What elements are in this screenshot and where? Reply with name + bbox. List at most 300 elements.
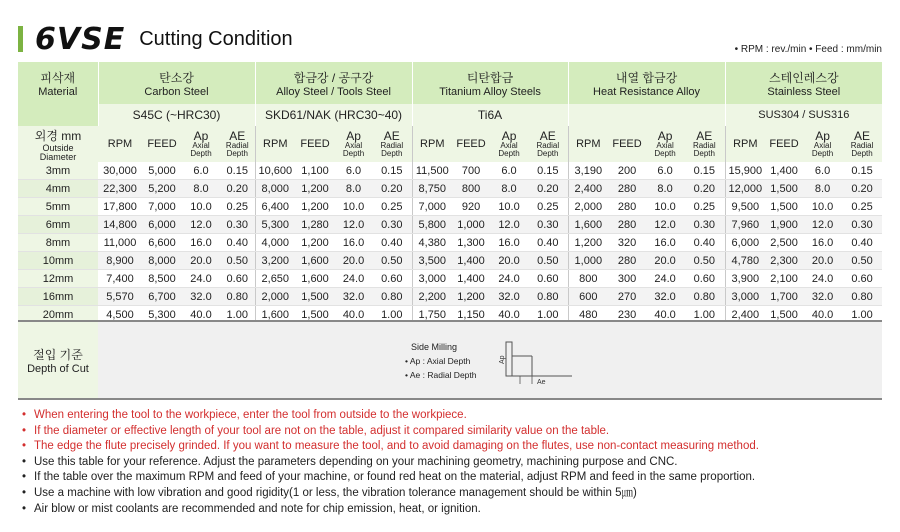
table-cell: 8.0: [182, 180, 220, 198]
table-cell: 6.0: [646, 162, 684, 180]
depth-of-cut-label: [18, 322, 98, 398]
bullet-icon: •: [22, 486, 27, 499]
material-header: [18, 62, 98, 104]
col-header-ap-sublabel: Axial Depth: [811, 140, 834, 158]
table-cell: 600: [568, 288, 608, 306]
material-name-en: Titanium Alloy Steels: [439, 85, 541, 98]
table-cell: 20.0: [182, 252, 220, 270]
condition-heat-resistance-alloy: [568, 104, 725, 126]
table-cell: 9,500: [725, 198, 765, 216]
table-cell: 1.00: [372, 306, 412, 324]
col-header-feed-label: FEED: [456, 137, 486, 150]
table-cell: 6.0: [335, 162, 372, 180]
table-cell: 0.50: [528, 252, 568, 270]
material-name-ko: 내열 합금강: [615, 70, 678, 85]
table-cell: 1,500: [765, 198, 803, 216]
table-cell: 12.0: [490, 216, 528, 234]
table-cell: 4,380: [412, 234, 452, 252]
condition-carbon-steel: S45C (~HRC30): [98, 104, 255, 126]
title-bar: [18, 22, 293, 56]
col-header-ap: [490, 126, 528, 162]
table-cell: 1,100: [295, 162, 335, 180]
table-cell: 7,960: [725, 216, 765, 234]
col-header-rpm-label: RPM: [733, 137, 758, 150]
table-cell: 20.0: [490, 252, 528, 270]
table-cell: 1,600: [295, 252, 335, 270]
table-cell: 3,190: [568, 162, 608, 180]
note-item: [22, 439, 882, 455]
table-cell: 1,200: [295, 198, 335, 216]
col-header-feed-label: FEED: [769, 137, 799, 150]
diameter-header-en1: Outside: [42, 142, 74, 153]
bullet-icon: •: [22, 440, 27, 453]
table-cell: 0.15: [528, 162, 568, 180]
table-cell: 16.0: [490, 234, 528, 252]
table-cell: 24.0: [490, 270, 528, 288]
note-item: [22, 424, 882, 440]
table-cell: 1,500: [295, 306, 335, 324]
table-cell: 8,000: [142, 252, 182, 270]
col-header-rpm-label: RPM: [420, 137, 445, 150]
table-cell: 10,600: [255, 162, 295, 180]
table-cell: 7,000: [142, 198, 182, 216]
units-note: • RPM : rev./min • Feed : mm/min: [734, 44, 882, 55]
table-cell: 0.60: [372, 270, 412, 288]
table-cell: 0.25: [372, 198, 412, 216]
col-header-ae: [372, 126, 412, 162]
table-cell: 32.0: [646, 288, 684, 306]
diameter-cell: 4mm: [18, 180, 98, 198]
ap-tag: Ap: [499, 355, 506, 364]
table-cell: 0.60: [684, 270, 725, 288]
bullet-icon: •: [22, 502, 27, 515]
table-cell: 40.0: [646, 306, 684, 324]
bullet-icon: •: [22, 424, 27, 437]
table-cell: 2,650: [255, 270, 295, 288]
table-cell: 0.20: [528, 180, 568, 198]
col-header-ae: [842, 126, 882, 162]
table-cell: 1,500: [295, 288, 335, 306]
material-name-ko: 탄소강: [159, 70, 194, 85]
table-cell: 1,500: [765, 180, 803, 198]
col-header-ap-label: Ap: [346, 128, 361, 143]
table-cell: 24.0: [182, 270, 220, 288]
table-cell: 32.0: [803, 288, 842, 306]
table-cell: 0.15: [684, 162, 725, 180]
table-cell: 2,400: [568, 180, 608, 198]
diagram-title: Side Milling: [411, 342, 458, 352]
table-cell: 480: [568, 306, 608, 324]
table-cell: 1.00: [528, 306, 568, 324]
table-cell: 300: [608, 270, 646, 288]
table-cell: 3,200: [255, 252, 295, 270]
table-cell: 2,000: [568, 198, 608, 216]
note-text: When entering the tool to the workpiece, enter the tool from outside to the workpiece.: [34, 409, 467, 421]
table-cell: 1,200: [568, 234, 608, 252]
table-cell: 4,000: [255, 234, 295, 252]
table-cell: 0.20: [220, 180, 255, 198]
col-header-ae-sublabel: Radial Depth: [536, 140, 560, 158]
table-cell: 800: [452, 180, 490, 198]
table-cell: 280: [608, 198, 646, 216]
diameter-cell: 12mm: [18, 270, 98, 288]
table-cell: 1,400: [765, 162, 803, 180]
table-cell: 0.20: [372, 180, 412, 198]
diameter-header: [18, 126, 98, 162]
material-name-en: Carbon Steel: [144, 85, 209, 98]
note-text: If the diameter or effective length of your tool are not on the table, adjust it compared similarity value on the table.: [34, 424, 610, 437]
col-header-ap: [646, 126, 684, 162]
table-cell: 10.0: [335, 198, 372, 216]
col-header-rpm: [255, 126, 295, 162]
product-model: 6VSE: [35, 21, 126, 57]
table-cell: 12.0: [646, 216, 684, 234]
table-cell: 5,300: [255, 216, 295, 234]
page-title: Cutting Condition: [139, 27, 293, 50]
table-cell: 1,000: [452, 216, 490, 234]
diameter-cell: 3mm: [18, 162, 98, 180]
table-cell: 40.0: [335, 306, 372, 324]
table-cell: 0.80: [528, 288, 568, 306]
table-cell: 40.0: [803, 306, 842, 324]
condition-alloy-steel: SKD61/NAK (HRC30~40): [255, 104, 412, 126]
table-cell: 0.30: [684, 216, 725, 234]
table-row: [18, 270, 882, 288]
material-name-ko: 스테인레스강: [769, 70, 839, 85]
table-cell: 0.40: [372, 234, 412, 252]
table-cell: 8,000: [255, 180, 295, 198]
note-item: [22, 408, 882, 424]
table-cell: 32.0: [335, 288, 372, 306]
table-cell: 7,400: [98, 270, 142, 288]
table-cell: 0.25: [842, 198, 882, 216]
depth-label-ko: 절입 기준: [33, 347, 83, 362]
table-cell: 11,500: [412, 162, 452, 180]
diameter-cell: 6mm: [18, 216, 98, 234]
bullet-icon: •: [22, 455, 27, 468]
col-header-ap-sublabel: Axial Depth: [342, 140, 365, 158]
table-cell: 2,400: [725, 306, 765, 324]
note-item: [22, 470, 882, 486]
col-header-rpm-label: RPM: [263, 137, 288, 150]
table-cell: 0.40: [220, 234, 255, 252]
table-cell: 8.0: [490, 180, 528, 198]
col-header-ap: [335, 126, 372, 162]
table-cell: 40.0: [490, 306, 528, 324]
col-header-ae: [528, 126, 568, 162]
title-accent-bar: [18, 26, 23, 52]
table-cell: 6,700: [142, 288, 182, 306]
table-cell: 32.0: [182, 288, 220, 306]
col-header-ae-label: AE: [696, 128, 713, 143]
bullet-icon: •: [22, 409, 27, 421]
table-cell: 1.00: [684, 306, 725, 324]
depth-of-cut-diagram-area: [98, 322, 882, 398]
table-row: [18, 288, 882, 306]
material-alloy-steel: [255, 62, 412, 104]
col-header-ap: [182, 126, 220, 162]
table-cell: 1,700: [765, 288, 803, 306]
col-header-ap-label: Ap: [657, 128, 673, 143]
table-cell: 800: [568, 270, 608, 288]
table-cell: 0.15: [842, 162, 882, 180]
table-cell: 6.0: [803, 162, 842, 180]
table-cell: 1,600: [568, 216, 608, 234]
col-header-ap: [803, 126, 842, 162]
col-header-rpm: [412, 126, 452, 162]
table-cell: 8,750: [412, 180, 452, 198]
table-cell: 0.15: [220, 162, 255, 180]
table-cell: 920: [452, 198, 490, 216]
col-header-feed-label: FEED: [147, 137, 177, 150]
table-cell: 0.15: [372, 162, 412, 180]
note-text: If the table over the maximum RPM and feed of your machine, or found red heat on the material, adjust RPM and feed in the same proportion.: [34, 471, 756, 484]
table-cell: 0.80: [372, 288, 412, 306]
col-header-feed: [765, 126, 803, 162]
table-cell: 2,300: [765, 252, 803, 270]
table-cell: 3,900: [725, 270, 765, 288]
table-cell: 700: [452, 162, 490, 180]
table-cell: 24.0: [335, 270, 372, 288]
table-cell: 1,750: [412, 306, 452, 324]
table-cell: 0.20: [842, 180, 882, 198]
table-cell: 1,900: [765, 216, 803, 234]
table-cell: 15,900: [725, 162, 765, 180]
col-header-feed-label: FEED: [612, 137, 642, 150]
condition-stainless-steel: SUS304 / SUS316: [725, 104, 882, 126]
col-header-ae-sublabel: Radial Depth: [380, 140, 404, 158]
cutting-condition-table: [18, 62, 882, 324]
col-header-ap-label: Ap: [815, 128, 830, 143]
depth-of-cut-section: [18, 320, 882, 400]
table-cell: 30,000: [98, 162, 142, 180]
table-cell: 12.0: [182, 216, 220, 234]
table-cell: 5,300: [142, 306, 182, 324]
col-header-feed: [452, 126, 490, 162]
condition-titanium-alloy: Ti6A: [412, 104, 568, 126]
col-header-ae-label: AE: [229, 128, 246, 143]
note-text: The edge the flute precisely grinded. If you want to measure the tool, and to avoid damaging on the flutes, use non-contact measuring method.: [34, 440, 759, 453]
table-cell: 1,200: [452, 288, 490, 306]
material-header-en: Material: [38, 85, 78, 98]
table-cell: 230: [608, 306, 646, 324]
col-header-feed: [142, 126, 182, 162]
table-cell: 5,570: [98, 288, 142, 306]
table-cell: 2,100: [765, 270, 803, 288]
table-cell: 16.0: [646, 234, 684, 252]
material-heat-resistance-alloy: [568, 62, 725, 104]
table-cell: 16.0: [335, 234, 372, 252]
table-cell: 17,800: [98, 198, 142, 216]
table-cell: 1,400: [452, 270, 490, 288]
bullet-icon: •: [22, 471, 27, 484]
depth-label-en: Depth of Cut: [27, 362, 89, 375]
col-header-ae-label: AE: [383, 128, 400, 143]
table-cell: 40.0: [182, 306, 220, 324]
table-cell: 8.0: [803, 180, 842, 198]
material-stainless-steel: [725, 62, 882, 104]
table-cell: 5,800: [412, 216, 452, 234]
table-cell: 0.50: [372, 252, 412, 270]
table-cell: 1,200: [295, 234, 335, 252]
side-milling-diagram: [492, 336, 582, 386]
col-header-ae: [220, 126, 255, 162]
table-cell: 0.25: [220, 198, 255, 216]
material-name-ko: 티탄합금: [466, 70, 514, 85]
table-cell: 1,200: [295, 180, 335, 198]
table-cell: 2,000: [255, 288, 295, 306]
material-header-ko: 피삭재: [40, 70, 76, 85]
note-item: [22, 502, 882, 518]
table-cell: 1,600: [255, 306, 295, 324]
table-cell: 22,300: [98, 180, 142, 198]
col-header-ap-label: Ap: [193, 128, 209, 143]
table-cell: 0.80: [684, 288, 725, 306]
table-cell: 280: [608, 252, 646, 270]
table-cell: 1,400: [452, 252, 490, 270]
col-header-ae-sublabel: Radial Depth: [225, 140, 249, 158]
diameter-header-ko: 외경 mm: [34, 128, 82, 143]
table-cell: 5,000: [142, 162, 182, 180]
table-cell: 0.40: [528, 234, 568, 252]
material-carbon-steel: [98, 62, 255, 104]
table-row: [18, 216, 882, 234]
table-row: [18, 198, 882, 216]
table-cell: 0.50: [220, 252, 255, 270]
ae-tag: Ae: [537, 379, 546, 386]
material-name-en: Heat Resistance Alloy: [593, 85, 701, 98]
table-cell: 1,150: [452, 306, 490, 324]
table-cell: 3,500: [412, 252, 452, 270]
diameter-cell: 16mm: [18, 288, 98, 306]
col-header-feed: [608, 126, 646, 162]
col-header-rpm: [568, 126, 608, 162]
table-cell: 2,200: [412, 288, 452, 306]
table-cell: 1,000: [568, 252, 608, 270]
table-cell: 0.60: [528, 270, 568, 288]
table-row: [18, 252, 882, 270]
table-cell: 20.0: [646, 252, 684, 270]
table-row: [18, 234, 882, 252]
table-cell: 3,000: [725, 288, 765, 306]
diameter-header-en2: Diameter: [39, 151, 77, 162]
table-cell: 0.30: [842, 216, 882, 234]
table-cell: 12,000: [725, 180, 765, 198]
table-cell: 8,500: [142, 270, 182, 288]
col-header-ae-sublabel: Radial Depth: [692, 140, 716, 158]
material-name-en: Stainless Steel: [767, 85, 841, 98]
col-header-ae-sublabel: Radial Depth: [850, 140, 874, 158]
note-text: Use a machine with low vibration and good rigidity(1 or less, the vibration tolerance management should be within 5㎛): [34, 486, 637, 499]
table-cell: 0.80: [220, 288, 255, 306]
table-cell: 10.0: [646, 198, 684, 216]
table-cell: 280: [608, 180, 646, 198]
table-cell: 1,280: [295, 216, 335, 234]
table-cell: 10.0: [490, 198, 528, 216]
diameter-cell: 5mm: [18, 198, 98, 216]
table-cell: 16.0: [182, 234, 220, 252]
table-cell: 8.0: [646, 180, 684, 198]
table-cell: 0.40: [842, 234, 882, 252]
table-row: [18, 180, 882, 198]
table-cell: 1.00: [220, 306, 255, 324]
col-header-ap-sublabel: Axial Depth: [498, 140, 520, 158]
table-cell: 3,000: [412, 270, 452, 288]
table-cell: 5,200: [142, 180, 182, 198]
table-cell: 1,300: [452, 234, 490, 252]
material-titanium-alloy: [412, 62, 568, 104]
col-header-feed: [295, 126, 335, 162]
table-cell: 0.30: [372, 216, 412, 234]
col-header-rpm-label: RPM: [107, 137, 133, 150]
table-cell: 1,600: [295, 270, 335, 288]
table-cell: 0.30: [528, 216, 568, 234]
table-cell: 6,000: [142, 216, 182, 234]
table-cell: 32.0: [490, 288, 528, 306]
table-cell: 0.20: [684, 180, 725, 198]
table-cell: 11,000: [98, 234, 142, 252]
table-cell: 12.0: [803, 216, 842, 234]
table-cell: 24.0: [803, 270, 842, 288]
table-cell: 0.80: [842, 288, 882, 306]
table-cell: 10.0: [803, 198, 842, 216]
col-header-ap-sublabel: Axial Depth: [190, 140, 212, 158]
table-cell: 4,780: [725, 252, 765, 270]
note-text: Air blow or mist coolants are recommended and note for chip emission, heat, or ignition.: [34, 502, 481, 515]
table-cell: 2,500: [765, 234, 803, 252]
diameter-cell: 20mm: [18, 306, 98, 324]
table-cell: 0.60: [842, 270, 882, 288]
table-cell: 20.0: [335, 252, 372, 270]
table-cell: 14,800: [98, 216, 142, 234]
table-cell: 0.40: [684, 234, 725, 252]
material-name-ko: 합금강 / 공구강: [293, 70, 374, 85]
condition-spacer: [18, 104, 98, 126]
table-cell: 280: [608, 216, 646, 234]
col-header-ae-label: AE: [539, 128, 556, 143]
table-cell: 0.30: [220, 216, 255, 234]
table-cell: 0.50: [684, 252, 725, 270]
table-cell: 10.0: [182, 198, 220, 216]
table-cell: 6,600: [142, 234, 182, 252]
table-cell: 0.60: [220, 270, 255, 288]
col-header-ae-label: AE: [854, 128, 871, 143]
table-cell: 6.0: [490, 162, 528, 180]
col-header-ap-sublabel: Axial Depth: [654, 140, 676, 158]
col-header-ae: [684, 126, 725, 162]
col-header-feed-label: FEED: [300, 137, 330, 150]
table-cell: 0.25: [684, 198, 725, 216]
material-name-en: Alloy Steel / Tools Steel: [276, 85, 391, 98]
table-row: [18, 162, 882, 180]
table-cell: 320: [608, 234, 646, 252]
table-cell: 0.50: [842, 252, 882, 270]
usage-notes: [22, 408, 882, 517]
ap-legend: • Ap : Axial Depth: [405, 356, 471, 366]
table-cell: 24.0: [646, 270, 684, 288]
table-cell: 200: [608, 162, 646, 180]
table-cell: 8.0: [335, 180, 372, 198]
col-header-rpm-label: RPM: [576, 137, 601, 150]
table-cell: 8,900: [98, 252, 142, 270]
note-item: [22, 486, 882, 502]
table-cell: 20.0: [803, 252, 842, 270]
col-header-rpm: [725, 126, 765, 162]
note-item: [22, 455, 882, 471]
table-cell: 16.0: [803, 234, 842, 252]
col-header-ap-label: Ap: [501, 128, 517, 143]
ae-legend: • Ae : Radial Depth: [405, 370, 477, 380]
